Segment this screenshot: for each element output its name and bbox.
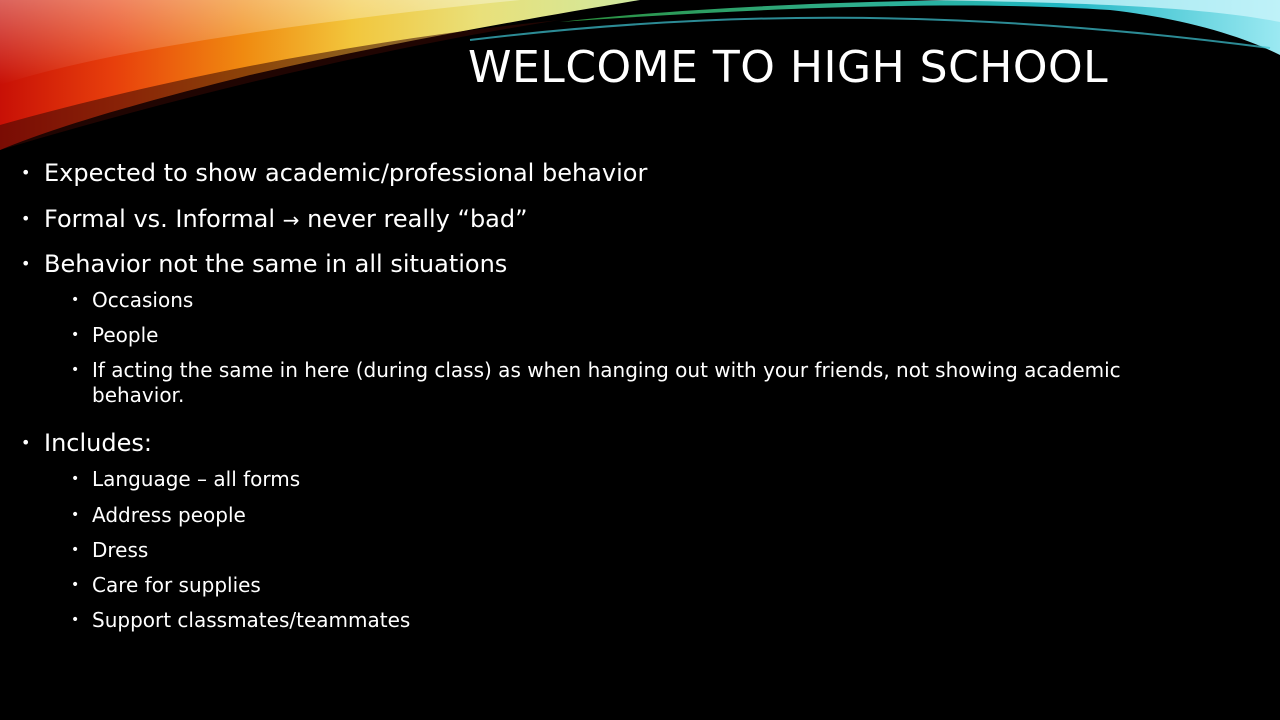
bullet-text: never really “bad” xyxy=(307,205,528,233)
sub-bullet-item: • Support classmates/teammates xyxy=(92,608,410,633)
bullet-text: Formal vs. Informal xyxy=(44,205,276,233)
arrow-icon: → xyxy=(282,208,300,232)
sub-bullet-item: • People xyxy=(92,323,158,348)
sub-bullet-item: • Address people xyxy=(92,503,246,528)
bullet-item: • Expected to show academic/professional behavior xyxy=(44,158,647,188)
bullet-item: • Behavior not the same in all situations xyxy=(44,249,507,279)
sub-bullet-item: • Occasions xyxy=(92,288,193,313)
slide-title: WELCOME TO HIGH SCHOOL xyxy=(468,42,1109,93)
sub-bullet-item: • Dress xyxy=(92,538,148,563)
sub-bullet-item: • Care for supplies xyxy=(92,573,261,598)
bullet-item: • Includes: xyxy=(44,428,152,458)
sub-bullet-item: • Language – all forms xyxy=(92,467,300,492)
bullet-item xyxy=(44,204,528,235)
sub-bullet-item: • If acting the same in here (during class) as when hanging out with your friends, not showing academic behavior. xyxy=(92,358,1132,408)
